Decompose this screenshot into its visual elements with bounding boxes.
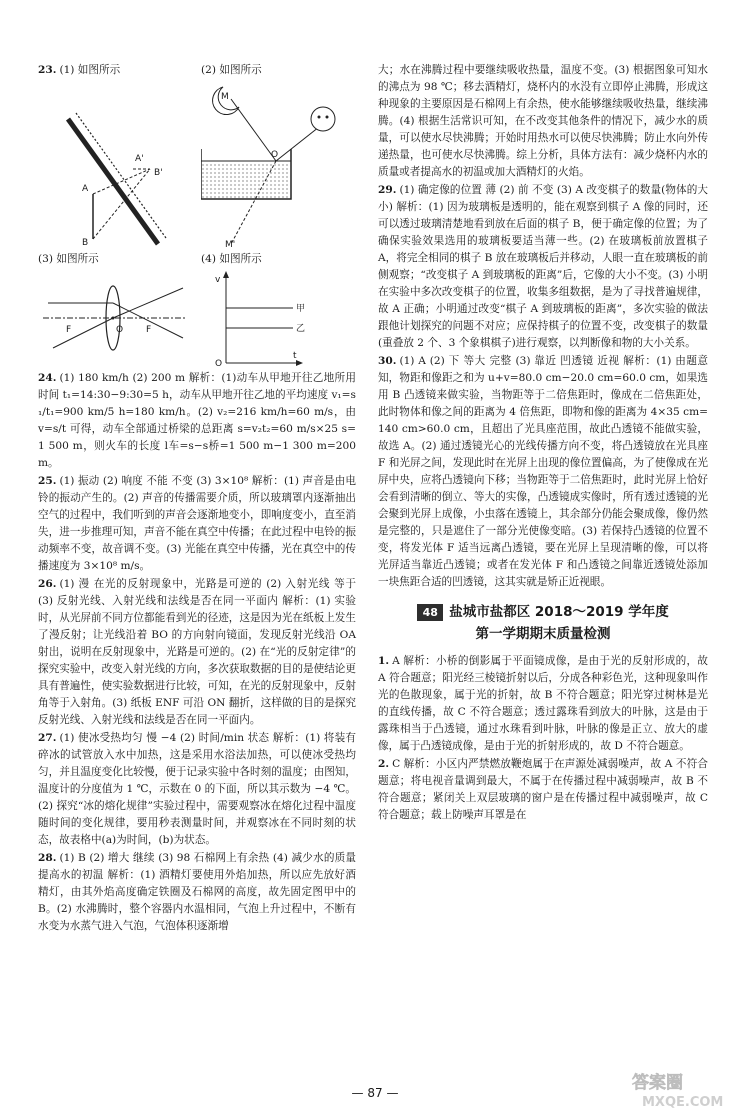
question-number: 1.: [378, 655, 390, 667]
watermark-svg: [628, 1066, 738, 1110]
answer-text: C 解析：小区内严禁燃放鞭炮属于在声源处减弱噪声，故 A 不符合题意；将电视音量调到最大，不属于在传播过程中减弱噪声，故 B 不符合题意；紧闭关上双层玻璃的窗户是在传播过程中减弱噪声，故 C 符合题意；载上防噪声耳罩是在: [378, 758, 708, 821]
label-v: v: [215, 275, 221, 285]
svg-text:MXQE.COM: MXQE.COM: [642, 1095, 724, 1110]
question-number: 24.: [38, 372, 57, 384]
fig-1-caption: 23. (1) 如图所示: [38, 64, 121, 76]
question-1: [378, 653, 708, 755]
question-26: [38, 576, 356, 729]
fig-2-cell: [201, 62, 356, 249]
label-origin: O: [215, 359, 223, 368]
left-column: [38, 62, 356, 936]
fig-3-caption: (3) 如图所示: [38, 253, 99, 265]
answer-text: (1) 使冰受热均匀 慢 −4 (2) 时间/min 状态 解析：(1) 将装有碎冰的试管放入水中加热，这是采用水浴法加热，可以使冰受热均匀，并且温度变化比较慢，便于记录实验中各时刻的温度；由图知，温度计的分度值为 1 ℃，示数在 0 的下面，所以其示数为 −4 ℃。(2) 探究“冰的熔化规律”实验过程中，需要观察冰在熔化过程中温度随时间的变化规律，要用秒表测量时间，并观察冰在不同时刻的状态，故表格中(a)为时间，(b)为状态。: [38, 732, 356, 846]
lens-diagram: [38, 268, 188, 368]
question-number: 2.: [378, 758, 390, 770]
fig-2-caption: (2) 如图所示: [201, 64, 262, 76]
question-number: 30.: [378, 355, 397, 367]
reflection-diagram: [201, 79, 351, 249]
label-M: M: [221, 92, 229, 102]
question-24: [38, 370, 356, 472]
vt-graph-svg: [201, 268, 351, 368]
question-28-continued: 大；水在沸腾过程中要继续吸收热量，温度不变。(3) 根据图象可知水的沸点为 98 ℃；移去酒精灯，烧杯内的水没有立即停止沸腾，形成这种现象的主要原因是石棉网上有余热，使水能够继续吸收热量，继续沸腾。(4) 根据生活常识可知，在不改变其他条件的情况下，减少水的质量，可以使水尽快沸腾；开始时用热水可以使尽快沸腾；防止水向外传递热量，也可使水尽快沸腾。综上分析，具体方法有：减少烧杯内水的质量或者提高水的初温或加大酒精灯的火焰。: [378, 64, 708, 178]
question-number: 28.: [38, 852, 57, 864]
fig-4-caption: (4) 如图所示: [201, 253, 262, 265]
answer-text: (1) 振动 (2) 响度 不能 不变 (3) 3×10⁸ 解析：(1) 声音是由电铃的振动产生的。(2) 声音的传播需要介质，所以玻璃罩内逐渐抽出空气的过程中，我们听到的声音会逐渐地变小，即响度变小，直至消失，进一步推理可知，声音不能在真空中传播；在此过程中电铃的振动频率不变，故音调不变。(3) 光能在真空中传播，光在真空中的传播速度为 3×10⁸ m/s。: [38, 475, 356, 572]
question-number: 25.: [38, 475, 57, 487]
label-O: O: [271, 150, 279, 160]
answer-text: (1) 180 km/h (2) 200 m 解析：(1)动车从甲地开往乙地所用时间 t₁=14:30−9:30=5 h，动车从甲地开往乙地的平均速度 v₁=s₁/t₁=900 km/5 h=180 km/h。(2) v₂=216 km/h=60 m/s，由 v=s/t 可得，动车全部通过桥梁的总距离 s=v₂t₂=60 m/s×25 s=1 500 m，则火车的长度 l车=s−s桥=1 500 m−1 300 m=200 m。: [38, 372, 356, 469]
question-27: [38, 730, 356, 849]
label-t: t: [293, 351, 297, 361]
svg-text:答案圈: 答案圈: [632, 1073, 683, 1093]
reflection-svg: [201, 79, 351, 249]
label-O-lens: O: [116, 325, 124, 335]
lens-svg: [38, 268, 188, 368]
plane-mirror-svg: [38, 79, 188, 249]
section-header: [378, 601, 708, 645]
label-jia: 甲: [296, 304, 306, 314]
answer-text: (1) 确定像的位置 薄 (2) 前 不变 (3) A 改变棋子的数量(物体的大小) 解析：(1) 因为玻璃板是透明的，能在观察到棋子 A 像的同时，还可以透过玻璃清楚地看到放在后面的棋子 B，便于确定像的位置；为了确保实验效果选用的玻璃板要适当薄一些。(2) 在玻璃板前放置棋子 A，将完全相同的棋子 B 放在玻璃板后并移动，人眼一直在玻璃板的前侧观察；“改变棋子 A 到玻璃板的距离”后，它像的大小不变。(3) 小明在实验中多次改变棋子的位置，收集多组数据，是为了寻找普遍规律，故 A 正确；小明通过改变“棋子 A 到玻璃板的距离”，多次实验的做法跟他计划探究的问题不对应；应保持棋子的位置不变，改变棋子的数量(重叠放 2 个、3 个象棋棋子)进行观察，以判断像和物的大小关系。: [378, 184, 708, 349]
label-A: A: [82, 184, 89, 194]
fig-4-cell: [201, 251, 356, 368]
label-B-prime: B': [154, 168, 163, 178]
watermark-logo: [628, 1066, 738, 1110]
question-29: [378, 182, 708, 352]
question-25: [38, 473, 356, 575]
answer-text: (1) 漫 在光的反射现象中，光路是可逆的 (2) 入射光线 等于 (3) 反射光线、入射光线和法线是否在同一平面内 解析：(1) 实验时，从光屏前不同方位都能看到光的径迹，这是因为光在纸板上发生了漫反射；让光线沿着 BO 的方向射向镜面，发现反射光线沿 OA 射出，说明在反射现象中，光路是可逆的。(2) 在“光的反射定律”的探究实验中，改变入射光线的方向，多次获取数据的目的是使结论更具有普遍性，使实验数据进行比较，可知，在光的反射现象中，反射角等于入射角。(3) 纸板 ENF 可沿 ON 翻折，这样做的目的是探究反射光线、入射光线和法线是否在同一平面内。: [38, 578, 356, 726]
question-30: [378, 353, 708, 591]
section-badge: 48: [417, 604, 443, 621]
page-number: — 87 —: [351, 1086, 399, 1100]
label-yi: 乙: [296, 324, 306, 334]
right-column: [378, 62, 708, 825]
section-title-line-1: 48 盐城市盐都区 2018～2019 学年度: [378, 601, 708, 623]
label-B: B: [82, 238, 89, 248]
question-number: 23.: [38, 64, 57, 76]
label-A-prime: A': [135, 154, 144, 164]
answer-text: A 解析：小桥的倒影属于平面镜成像，是由于光的反射形成的，故 A 符合题意；阳光经三棱镜折射以后，分成各种彩色光，这种现象叫作光的色散现象，属于光的折射，故 B 不符合题意；阳光穿过树林是光的直线传播，故 C 不符合题意；透过露珠看到放大的叶脉，这是由于露珠相当于凸透镜，通过水珠看到叶脉，叶脉的像是正立、放大的虚像，属于凸透镜成像，是由于光的折射形成的，故 D 不符合题意。: [378, 655, 708, 752]
label-F-right: F: [146, 325, 152, 335]
question-28: [38, 850, 356, 935]
diagram-row-bottom: [38, 251, 356, 368]
fig-3-cell: [38, 251, 193, 368]
section-title-line-2: 第一学期期末质量检测: [475, 626, 611, 642]
label-M-prime: M': [225, 240, 236, 249]
fig-1-cell: [38, 62, 193, 249]
answer-text: (1) A (2) 下 等大 完整 (3) 靠近 凹透镜 近视 解析：(1) 由题意知，物距和像距之和为 u+v=80.0 cm−20.0 cm=60.0 cm，如果选用 B 凸透镜来做实验，当物距等于二倍焦距时，像成在二倍焦距处，此时物体和像之间的距离为 4 倍焦距，即物和像的距离为 4×35 cm=140 cm>60.0 cm，且超出了光具座范围，故此凸透镜不能做实验，故选 A。(2) 通过透镜光心的光线传播方向不变，将凸透镜放在光具座 F 和光屏之间，发现此时在光屏上出现的像位置偏高，为了使像成在光屏中央，应将凸透镜向下移；当物距等于二倍焦距时，此时光屏上恰好会看到清晰的倒立、等大的实像，凸透镜成实像时，所有透过透镜的光会聚到光屏上成像，小虫落在透镜上，其余部分仍能会聚成像，像仍然是完整的，只是遮住了一部分光使像变暗。(3) 若保持凸透镜的位置不变，将发光体 F 适当远离凸透镜，要在光屏上呈现清晰的像，可以将光屏适当靠近凸透镜；或者在发光体 F 和凸透镜之间靠近透镜处添加一块焦距合适的凹透镜，这其实就是矫正近视眼。: [378, 355, 708, 588]
question-number: 26.: [38, 578, 57, 590]
question-number: 27.: [38, 732, 57, 744]
question-23: [38, 62, 356, 368]
diagram-row-top: [38, 62, 356, 249]
velocity-time-graph: [201, 268, 351, 368]
question-number: 29.: [378, 184, 397, 196]
answer-text: (1) B (2) 增大 继续 (3) 98 石棉网上有余热 (4) 减少水的质量 提高水的初温 解析：(1) 酒精灯要使用外焰加热，所以应先放好酒精灯，由其外焰高度确定铁圈及石棉网的高度，故先固定图甲中的 B。(2) 水沸腾时，整个容器内水温相同，气泡上升过程中，不断有水变为水蒸气进入气泡，气泡体积逐渐增: [38, 852, 356, 932]
plane-mirror-diagram: [38, 79, 188, 249]
question-2: [378, 756, 708, 824]
label-F-left: F: [66, 325, 72, 335]
